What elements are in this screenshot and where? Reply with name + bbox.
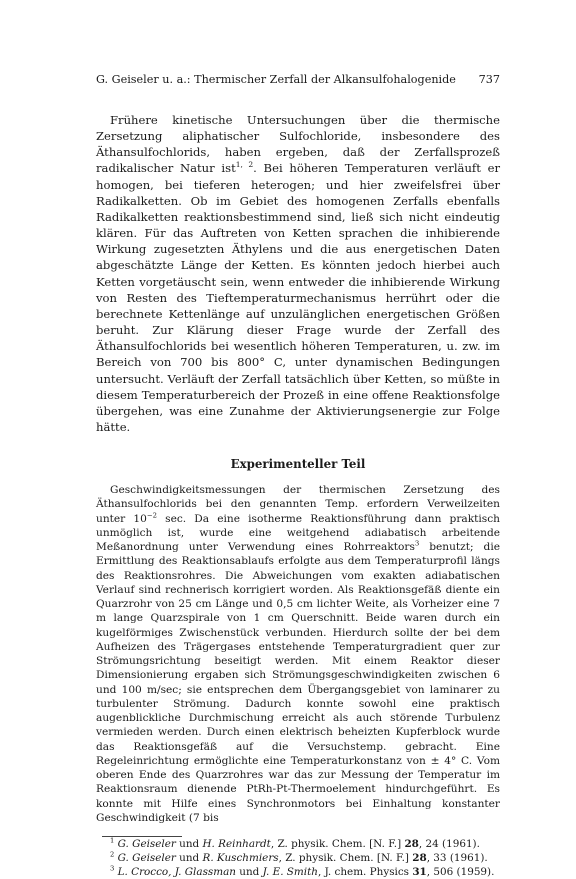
footnote-journal: , Z. physik. Chem. [N. F.] (278, 851, 413, 864)
page-number: 737 (478, 73, 500, 86)
footnote-number: 3 (110, 864, 115, 873)
page (96, 72, 500, 879)
footnote (96, 837, 500, 851)
footnote-author: G. Geiseler (117, 837, 176, 850)
footnote-number: 1 (110, 836, 115, 845)
footnote (96, 851, 500, 865)
intro-text-1: Frühere kinetische Untersuchungen über die thermische Zersetzung aliphatischer Sulfochloride, insbesondere des Äthansulfochlorids, haben ergeben, daß der Zerfallsprozeß radikalischer Natur ist (96, 113, 500, 176)
footnote-author: H. Reinhardt (202, 837, 271, 850)
running-title: G. Geiseler u. a.: Thermischer Zerfall der Alkansulfohalogenide (96, 73, 456, 86)
footnote-author: R. Kuschmiers (202, 851, 279, 864)
footnote-pages: , 24 (1961). (418, 837, 480, 850)
footnote-volume: 28 (412, 851, 427, 864)
footnote-conj: und (175, 837, 203, 850)
running-header (96, 72, 500, 88)
footnote-conj: und (175, 851, 203, 864)
footnote-journal: , J. chem. Physics (317, 865, 413, 878)
footnote (96, 865, 500, 879)
intro-ref: 1, 2 (235, 160, 254, 170)
footnote-volume: 28 (404, 837, 419, 850)
exp-ref: 3 (414, 539, 420, 548)
footnote-author: J. E. Smith (262, 865, 318, 878)
footnote-journal: , Z. physik. Chem. [N. F.] (270, 837, 405, 850)
exp-text-2: sec. Da eine isotherme Reaktionsführung dann praktisch unmöglich ist, wurde eine weitgehend adiabatisch arbeitende Meßanordnung unter Verwendung eines Rohrreaktors (96, 512, 500, 554)
footnote-pages: , 506 (1959). (426, 865, 495, 878)
footnote-volume: 31 (412, 865, 427, 878)
intro-text-2: . Bei höheren Temperaturen verläuft er homogen, bei tieferen heterogen; und hier zweifelsfrei über Radikalketten. Ob im Gebiet des homogenen Zerfalls ebenfalls Radikalketten reaktionsbestimmend sind, ließ sich nicht eindeutig klären. Für das Auftreten von Ketten sprachen die inhibierende Wirkung zugesetzten Äthylens und die aus energetischen Daten abgeschätzte Länge der Ketten. Es könnten jedoch hierbei auch Ketten vorgetäuscht sein, wenn entweder die inhibierende Wirkung von Resten des Tieftemperaturmechanismus herrührt oder die berechnete Kettenlänge auf unzulänglichen energetischen Größen beruht. Zur Klärung dieser Frage wurde der Zerfall des Äthansulfochlorids bei wesentlich höheren Temperaturen, u. zw. im Bereich von 700 bis 800° C, unter dynamischen Bedingungen untersucht. Verläuft der Zerfall tatsächlich über Ketten, so müßte in diesem Temperaturbereich der Prozeß in eine offene Reaktionsfolge übergehen, was eine Zunahme der Aktivierungsenergie zur Folge hätte. (96, 161, 500, 434)
footnote-pages: , 33 (1961). (426, 851, 488, 864)
footnote-number: 2 (110, 850, 115, 859)
footnote-author: G. Geiseler (117, 851, 176, 864)
footnote-conj: und (235, 865, 263, 878)
intro-paragraph (96, 112, 500, 435)
footnote-author: L. Crocco, J. Glassman (117, 865, 236, 878)
exp-text-3: benutzt; die Ermittlung des Reaktionsablaufs erfolgte aus dem Temperaturprofil längs des Reaktionsrohres. Die Abweichungen vom exakten adiabatischen Verlauf sind rechnerisch korrigiert worden. Als Reaktionsgefäß diente ein Quarzrohr von 25 cm Länge und 0,5 cm lichter Weite, als Vorheizer eine 7 m lange Quarzspirale von 1 cm Querschnitt. Beide waren durch ein kugelförmiges Zwischenstück verbunden. Hierdurch sollte der bei dem Aufheizen des Trägergases entstehende Temperaturgradient quer zur Strömungsrichtung beseitigt werden. Mit einem Reaktor dieser Dimensionierung ergaben sich Strömungsgeschwindigkeiten zwischen 6 und 100 m/sec; sie entsprechen dem Übergangsgebiet von laminarer zu turbulenter Strömung. Dadurch konnte sowohl eine praktisch augenblickliche Durchmischung erreicht als auch störende Turbulenz vermieden werden. Durch einen elektrisch beheizten Kupferblock wurde das Reaktionsgefäß auf die Versuchstemp. gebracht. Eine Regeleinrichtung ermöglichte eine Temperaturkonstanz von ± 4° C. Vom oberen Ende des Quarzrohres war das zur Messung der Temperatur im Reaktionsraum dienende PtRh-Pt-Thermoelement hindurchgeführt. Es konnte mit Hilfe eines Synchronmotors bei Einhaltung konstanter Geschwindigkeit (7 bis (96, 541, 500, 824)
exp-text-1: Geschwindigkeitsmessungen der thermischen Zersetzung des Äthansulfochlorids bei den genannten Temp. erfordern Verweilzeiten unter 10 (96, 484, 500, 525)
exp-exponent: −2 (146, 511, 157, 520)
experimental-paragraph (96, 483, 500, 825)
section-heading: Experimenteller Teil (230, 457, 366, 472)
